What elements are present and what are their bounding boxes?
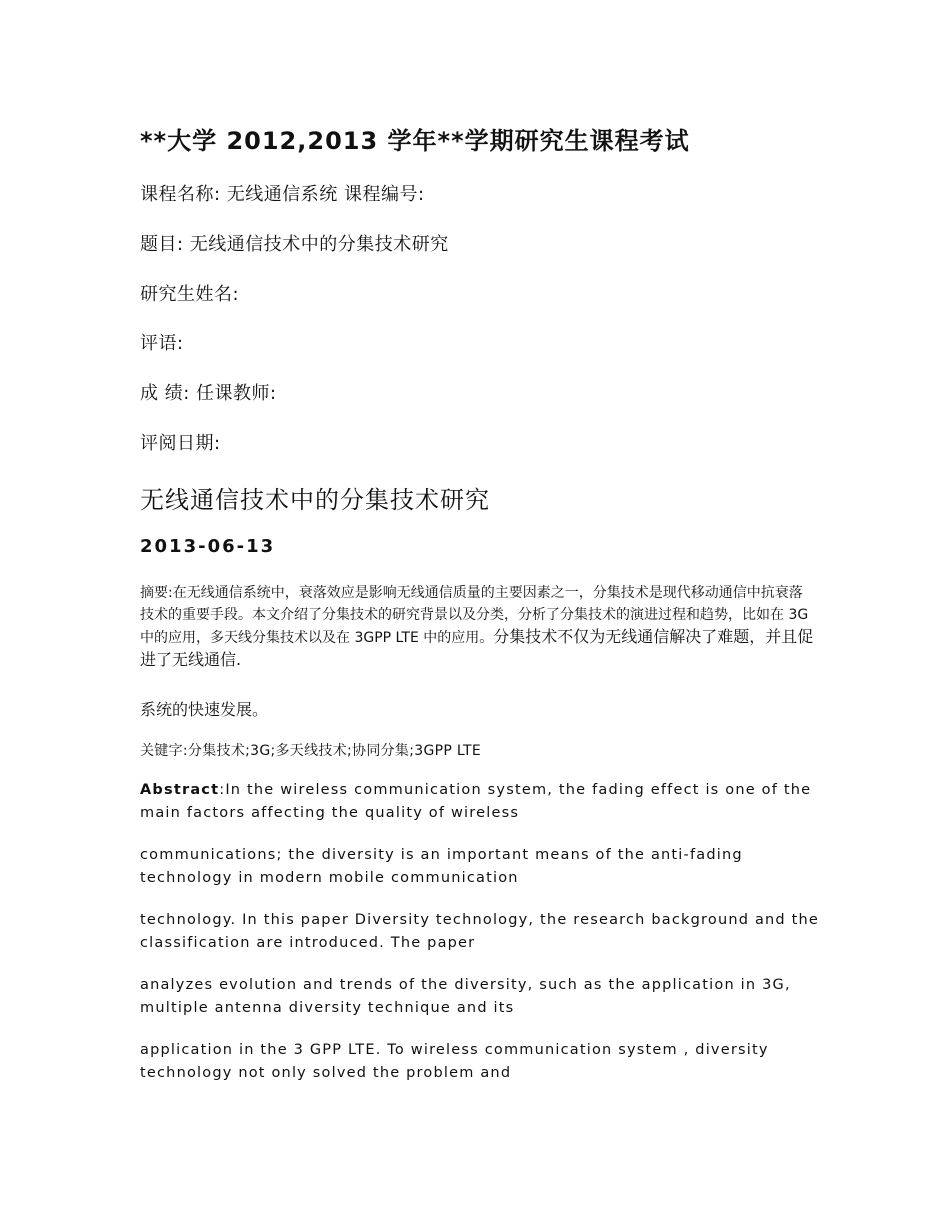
- paper-date: 2013-06-13: [140, 536, 276, 557]
- abstract-chinese-tail: 系统的快速发展。: [140, 700, 269, 719]
- abstract-chinese-emphasis: 分集技术不仅为无线通信解决了难题，并且促进了无线通信.: [140, 627, 814, 669]
- review-date-line: 评阅日期:: [140, 433, 221, 454]
- abstract-english-p3: technology. In this paper Diversity technology, the research background and the classification are introduced. The paper: [140, 912, 820, 951]
- abstract-english-p1: [140, 779, 820, 825]
- abstract-english-p2: communications; the diversity is an important means of the anti-fading technology in modern mobile communication: [140, 847, 743, 886]
- comment-line: 评语:: [140, 333, 184, 354]
- abstract-chinese-main: 摘要:在无线通信系统中，衰落效应是影响无线通信质量的主要因素之一，分集技术是现代移动通信中抗衰落技术的重要手段。本文介绍了分集技术的研究背景以及分类，分析了分集技术的演进过程和趋势，比如在 3G 中的应用，多天线分集技术以及在 3GPP LTE 中的应用。: [140, 585, 809, 646]
- paper-title: 无线通信技术中的分集技术研究: [140, 486, 490, 514]
- topic-line: 题目: 无线通信技术中的分集技术研究: [140, 234, 449, 255]
- exam-title: **大学 2012,2013 学年**学期研究生课程考试: [140, 127, 690, 155]
- abstract-english-p5: application in the 3 GPP LTE. To wireless communication system , diversity technology not only solved the problem and: [140, 1042, 769, 1081]
- score-line: 成 绩: 任课教师:: [140, 383, 277, 404]
- student-name-line: 研究生姓名:: [140, 284, 240, 305]
- abstract-english-p4: analyzes evolution and trends of the diversity, such as the application in 3G, multiple antenna diversity technique and its: [140, 977, 791, 1016]
- abstract-chinese: [140, 582, 815, 672]
- abstract-english-text-1: :In the wireless communication system, the fading effect is one of the main factors affecting the quality of wireless: [140, 782, 812, 821]
- course-line: 课程名称: 无线通信系统 课程编号:: [140, 184, 425, 205]
- keywords: 关键字:分集技术;3G;多天线技术;协同分集;3GPP LTE: [140, 743, 481, 759]
- abstract-label: Abstract: [140, 782, 220, 798]
